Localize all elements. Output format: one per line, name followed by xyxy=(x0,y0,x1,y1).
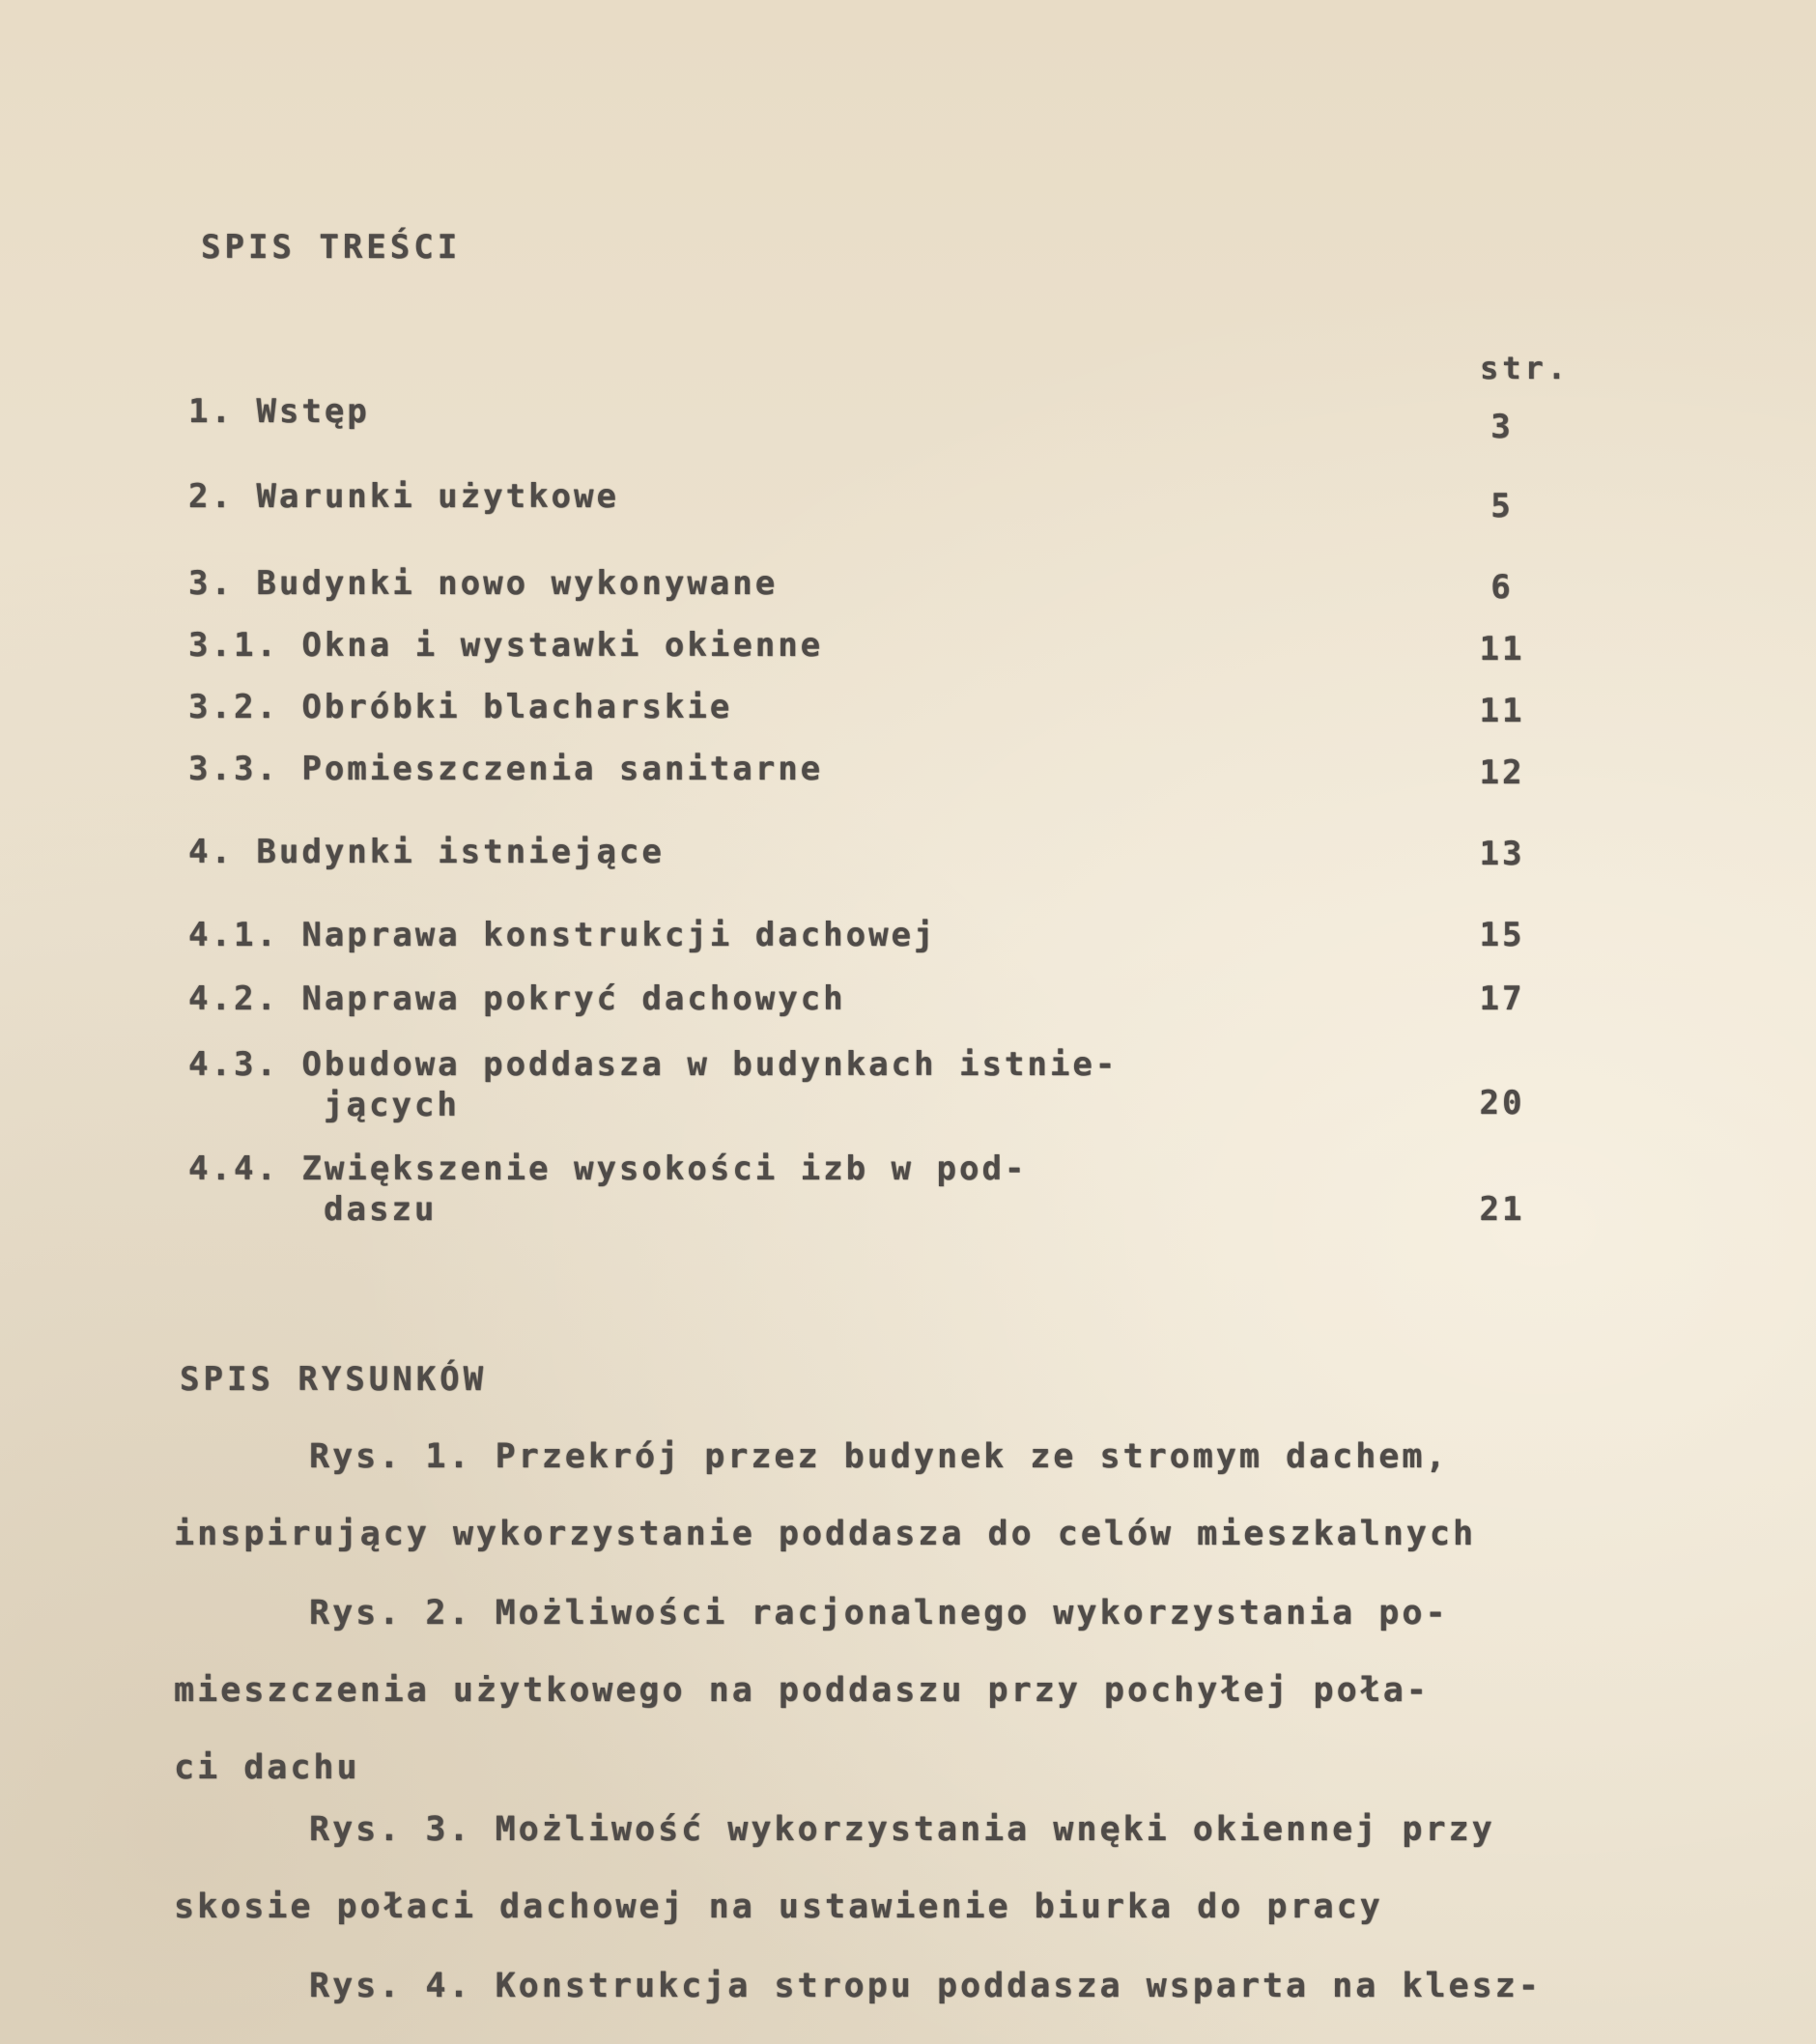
figures-heading: SPIS RYSUNKÓW xyxy=(180,1360,488,1399)
toc-entry-label: 3. Budynki nowo wykonywane xyxy=(188,564,779,603)
toc-entry-page: 6 xyxy=(1490,568,1514,607)
toc-entry-label: 4.1. Naprawa konstrukcji dachowej xyxy=(188,916,937,954)
toc-heading: SPIS TREŚCI xyxy=(201,228,462,267)
toc-entry-page: 11 xyxy=(1479,692,1525,730)
toc-entry-page: 5 xyxy=(1490,487,1514,525)
figure-entry xyxy=(174,1418,1681,1573)
page-column-label: str. xyxy=(1480,350,1571,386)
figure-entry-first-line: Rys. 3. Możliwość wykorzystania wnęki okiennej przy xyxy=(309,1810,1495,1849)
toc-entry xyxy=(188,1148,1560,1236)
toc-entry-page: 12 xyxy=(1479,753,1525,792)
figure-entry-first-line: Rys. 4. Konstrukcja stropu poddasza wsparta na klesz- xyxy=(309,1967,1542,2005)
figure-entry xyxy=(174,1947,1681,2025)
toc-entry-label: 1. Wstęp xyxy=(188,392,370,431)
toc-entry-page: 17 xyxy=(1479,979,1525,1018)
figure-entry-first-line: Rys. 1. Przekrój przez budynek ze stromym dachem, xyxy=(309,1437,1449,1476)
toc-entry-page: 13 xyxy=(1479,835,1525,873)
toc-entry-page: 21 xyxy=(1479,1190,1525,1229)
figure-entry xyxy=(174,1575,1681,1806)
toc-entry-page: 15 xyxy=(1479,916,1525,954)
toc-entry-label: 3.1. Okna i wystawki okienne xyxy=(188,626,824,665)
toc-entry-label: 4.3. Obudowa poddasza w budynkach istnie- xyxy=(188,1045,1119,1084)
toc-entry-page: 11 xyxy=(1479,630,1525,668)
figure-entry xyxy=(174,1791,1681,1945)
toc-entry-page: 20 xyxy=(1479,1084,1525,1122)
toc-entry-label-continuation: daszu xyxy=(324,1190,438,1229)
toc-entry-label: 4.4. Zwiększenie wysokości izb w pod- xyxy=(188,1150,1028,1188)
figure-entry-line: inspirujący wykorzystanie poddasza do celów mieszkalnych xyxy=(174,1515,1477,1553)
figure-entry-line: ci dachu xyxy=(174,1748,360,1787)
toc-entry-label: 3.3. Pomieszczenia sanitarne xyxy=(188,750,824,788)
figure-entry-line: mieszczenia użytkowego na poddaszu przy pochyłej poła- xyxy=(174,1671,1430,1710)
toc-entry xyxy=(188,1043,1560,1132)
figure-entry-line: skosie połaci dachowej na ustawienie biurka do pracy xyxy=(174,1888,1383,1926)
toc-entry-label: 3.2. Obróbki blacharskie xyxy=(188,688,733,726)
toc-entry-label: 4. Budynki istniejące xyxy=(188,833,665,871)
toc-entry-label: 4.2. Naprawa pokryć dachowych xyxy=(188,979,846,1018)
toc-entry-page: 3 xyxy=(1490,408,1514,446)
figure-entry-first-line: Rys. 2. Możliwości racjonalnego wykorzystania po- xyxy=(309,1594,1449,1632)
toc-entry-label-continuation: jących xyxy=(324,1086,460,1124)
toc-entry-label: 2. Warunki użytkowe xyxy=(188,477,619,516)
